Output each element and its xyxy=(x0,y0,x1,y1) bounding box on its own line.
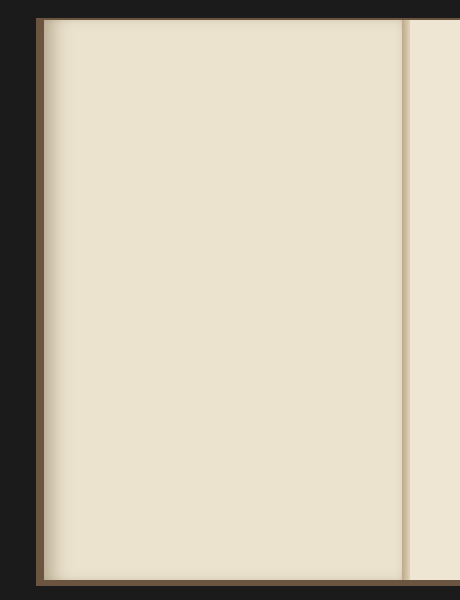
left-page xyxy=(44,20,406,580)
facing-page xyxy=(410,20,460,580)
page-header xyxy=(88,34,384,50)
